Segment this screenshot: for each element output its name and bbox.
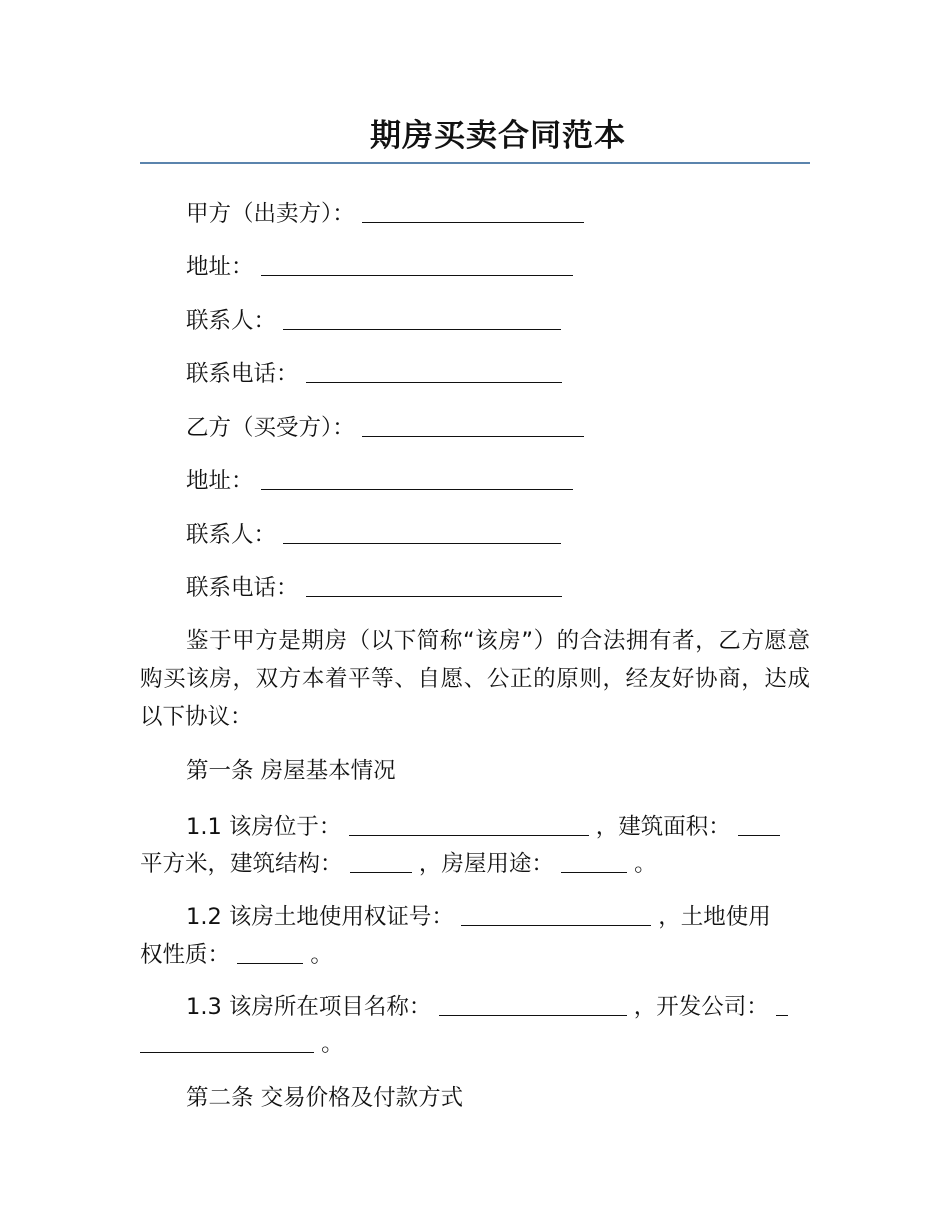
clause-1-1-end: 。 [634, 851, 657, 877]
party-b-contact-label: 联系人： [186, 522, 277, 548]
party-b-contact-line [140, 516, 810, 554]
clause-1-2-land-label: ，土地使用 [658, 904, 771, 930]
clause-1-3-project-label: 1.3 该房所在项目名称： [186, 994, 432, 1020]
clause-1-1-line-2 [140, 845, 810, 883]
party-b-label: 乙方（买受方）： [186, 415, 355, 441]
preamble-paragraph: 鉴于甲方是期房（以下简称“该房”）的合法拥有者，乙方愿意购买该房，双方本着平等、自愿、公正的原则，经友好协商，达成以下协议： [140, 628, 810, 730]
clause-1-1-line-1 [140, 808, 810, 846]
party-a-address-blank[interactable] [261, 251, 573, 276]
party-b-phone-blank[interactable] [306, 572, 562, 597]
party-b-phone-line [140, 569, 810, 607]
clause-1-2-nature-label: 权性质： [140, 942, 231, 968]
clause-1-1-location-label: 1.1 该房位于： [186, 814, 342, 840]
clause-1-2-nature-blank[interactable] [237, 939, 303, 964]
clause-1-1-area-label: ，建筑面积： [595, 814, 731, 840]
clause-1-2-cert-blank[interactable] [461, 901, 651, 926]
clause-1-2-end: 。 [310, 942, 333, 968]
clause-1-3-developer-blank-start[interactable] [776, 991, 788, 1016]
party-a-address-line [140, 248, 810, 286]
party-b-phone-label: 联系电话： [186, 575, 299, 601]
party-a-phone-line [140, 355, 810, 393]
party-a-phone-label: 联系电话： [186, 361, 299, 387]
party-b-line [140, 409, 810, 447]
clause-1-3-line-2 [140, 1025, 810, 1063]
clause-1-1-area-blank[interactable] [738, 811, 780, 836]
clause-1-3-developer-blank[interactable] [140, 1028, 314, 1053]
clause-1-1-use-blank[interactable] [561, 848, 627, 873]
party-a-contact-line [140, 302, 810, 340]
party-b-address-blank[interactable] [261, 465, 573, 490]
clause-1-3-project-blank[interactable] [439, 991, 627, 1016]
party-b-address-label: 地址： [186, 468, 254, 494]
party-b-name-blank[interactable] [362, 412, 584, 437]
article-2-heading: 第二条 交易价格及付款方式 [186, 1085, 464, 1111]
party-a-name-blank[interactable] [362, 198, 584, 223]
clause-1-1-structure-blank[interactable] [350, 848, 412, 873]
party-a-contact-label: 联系人： [186, 308, 277, 334]
clause-1-2-cert-label: 1.2 该房土地使用权证号： [186, 904, 454, 930]
clause-1-3-developer-label: ，开发公司： [633, 994, 769, 1020]
party-a-label: 甲方（出卖方）： [186, 201, 355, 227]
clause-1-3-end: 。 [321, 1031, 344, 1057]
party-a-address-label: 地址： [186, 254, 254, 280]
page-title: 期房买卖合同范本 [370, 118, 626, 154]
clause-1-1-location-blank[interactable] [349, 811, 589, 836]
party-a-contact-blank[interactable] [283, 305, 561, 330]
party-b-contact-blank[interactable] [283, 519, 561, 544]
party-a-phone-blank[interactable] [306, 358, 562, 383]
title-divider [140, 162, 810, 164]
article-1-heading: 第一条 房屋基本情况 [186, 758, 396, 784]
clause-1-1-structure-label: 平方米，建筑结构： [140, 851, 343, 877]
clause-1-1-use-label: ，房屋用途： [418, 851, 554, 877]
clause-1-2-line-2 [140, 936, 810, 974]
clause-1-3-line-1 [140, 988, 810, 1026]
party-b-address-line [140, 462, 810, 500]
party-a-line [140, 195, 810, 233]
clause-1-2-line-1 [140, 898, 810, 936]
